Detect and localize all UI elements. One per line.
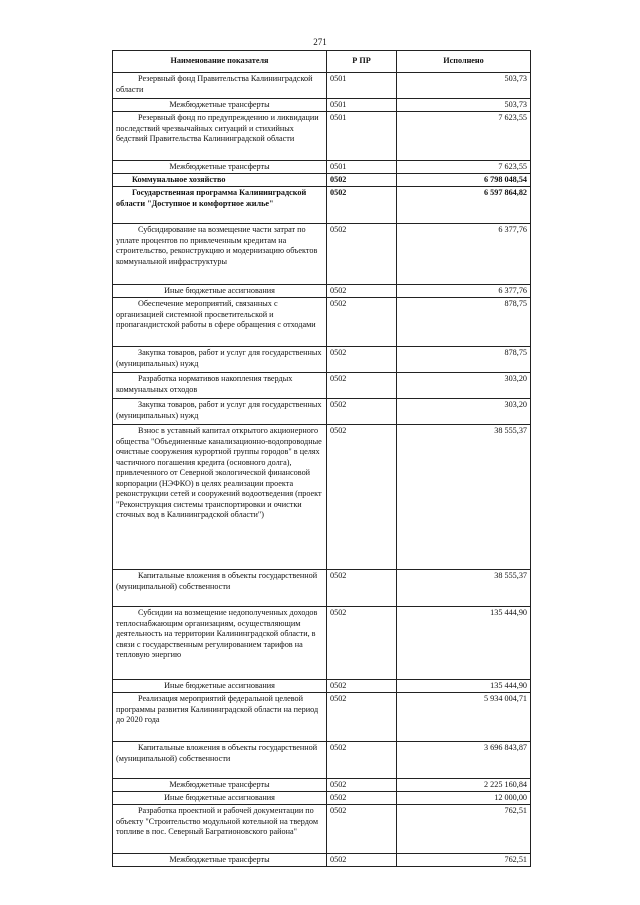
- row-code-cell: 0501: [327, 73, 397, 99]
- table-row: [113, 792, 531, 805]
- row-sum-cell: 6 377,76: [397, 224, 531, 285]
- row-code-cell: 0501: [327, 99, 397, 112]
- table-row: [113, 742, 531, 779]
- row-name-cell: Межбюджетные трансферты: [113, 854, 327, 867]
- row-code-cell: 0501: [327, 112, 397, 161]
- row-sum-cell: 6 798 048,54: [397, 174, 531, 187]
- row-code-cell: 0502: [327, 607, 397, 680]
- row-code-cell: 0501: [327, 161, 397, 174]
- row-name-cell: Иные бюджетные ассигнования: [113, 792, 327, 805]
- row-sum-cell: 503,73: [397, 99, 531, 112]
- row-name-cell: Капитальные вложения в объекты государственной (муниципальной) собственности: [113, 570, 327, 607]
- row-name-cell: Резервный фонд Правительства Калининградской области: [113, 73, 327, 99]
- table-body: [113, 73, 531, 867]
- table-row: [113, 570, 531, 607]
- table-row: [113, 399, 531, 425]
- row-name-cell: Разработка проектной и рабочей документации по объекту "Строительство модульной котельной на твердом топливе в пос. Северный Багратионовского района": [113, 805, 327, 854]
- row-name-cell: Межбюджетные трансферты: [113, 779, 327, 792]
- row-code-cell: 0502: [327, 570, 397, 607]
- row-code-cell: 0502: [327, 742, 397, 779]
- row-name-cell: Закупка товаров, работ и услуг для государственных (муниципальных) нужд: [113, 399, 327, 425]
- row-sum-cell: 6 597 864,82: [397, 187, 531, 224]
- row-name-cell: Субсидирование на возмещение части затрат по уплате процентов по привлеченным кредитам на строительство, реконструкцию и модернизацию объектов коммунальной инфраструктуры: [113, 224, 327, 285]
- row-sum-cell: 135 444,90: [397, 680, 531, 693]
- table-row: [113, 73, 531, 99]
- table-row: [113, 99, 531, 112]
- row-name-cell: Межбюджетные трансферты: [113, 161, 327, 174]
- table-row: [113, 425, 531, 570]
- table-row: [113, 161, 531, 174]
- row-name-cell: Разработка нормативов накопления твердых коммунальных отходов: [113, 373, 327, 399]
- row-sum-cell: 5 934 004,71: [397, 693, 531, 742]
- row-sum-cell: 135 444,90: [397, 607, 531, 680]
- row-sum-cell: 7 623,55: [397, 112, 531, 161]
- table-row: [113, 112, 531, 161]
- row-name-cell: Резервный фонд по предупреждению и ликвидации последствий чрезвычайных ситуаций и стихийных бедствий Правительства Калининградской области: [113, 112, 327, 161]
- table-row: [113, 373, 531, 399]
- budget-execution-table: [112, 50, 531, 867]
- table-row: [113, 607, 531, 680]
- row-sum-cell: 303,20: [397, 399, 531, 425]
- table-row: [113, 187, 531, 224]
- row-code-cell: 0502: [327, 373, 397, 399]
- row-code-cell: 0502: [327, 680, 397, 693]
- row-name-cell: Государственная программа Калининградской области "Доступное и комфортное жилье": [113, 187, 327, 224]
- table-row: [113, 805, 531, 854]
- row-code-cell: 0502: [327, 805, 397, 854]
- column-header-code: Р ПР: [327, 51, 397, 73]
- row-sum-cell: 303,20: [397, 373, 531, 399]
- page-number: 271: [313, 37, 327, 47]
- row-sum-cell: 38 555,37: [397, 425, 531, 570]
- row-code-cell: 0502: [327, 399, 397, 425]
- row-sum-cell: 503,73: [397, 73, 531, 99]
- row-name-cell: Субсидии на возмещение недополученных доходов теплоснабжающим организациям, осуществляющим деятельность на территории Калининградской области, в связи с государственным регулированием тарифов на тепловую энергию: [113, 607, 327, 680]
- row-sum-cell: 762,51: [397, 854, 531, 867]
- table-row: [113, 347, 531, 373]
- table-row: [113, 224, 531, 285]
- table-row: [113, 854, 531, 867]
- column-header-executed: Исполнено: [397, 51, 531, 73]
- row-code-cell: 0502: [327, 187, 397, 224]
- row-code-cell: 0502: [327, 298, 397, 347]
- row-name-cell: Капитальные вложения в объекты государственной (муниципальной) собственности: [113, 742, 327, 779]
- row-name-cell: Обеспечение мероприятий, связанных с организацией системной просветительской и пропагандистской работы в сфере обращения с отходами: [113, 298, 327, 347]
- row-code-cell: 0502: [327, 285, 397, 298]
- table-header-row: [113, 51, 531, 73]
- row-sum-cell: 38 555,37: [397, 570, 531, 607]
- row-sum-cell: 3 696 843,87: [397, 742, 531, 779]
- row-code-cell: 0502: [327, 425, 397, 570]
- row-sum-cell: 762,51: [397, 805, 531, 854]
- table-row: [113, 174, 531, 187]
- table-row: [113, 298, 531, 347]
- row-name-cell: Иные бюджетные ассигнования: [113, 285, 327, 298]
- table-row: [113, 693, 531, 742]
- row-name-cell: Межбюджетные трансферты: [113, 99, 327, 112]
- row-name-cell: Иные бюджетные ассигнования: [113, 680, 327, 693]
- row-sum-cell: 878,75: [397, 298, 531, 347]
- row-name-cell: Коммунальное хозяйство: [113, 174, 327, 187]
- column-header-name: Наименование показателя: [113, 51, 327, 73]
- row-code-cell: 0502: [327, 224, 397, 285]
- row-code-cell: 0502: [327, 347, 397, 373]
- row-sum-cell: 7 623,55: [397, 161, 531, 174]
- row-code-cell: 0502: [327, 174, 397, 187]
- row-code-cell: 0502: [327, 779, 397, 792]
- table-row: [113, 680, 531, 693]
- row-name-cell: Закупка товаров, работ и услуг для государственных (муниципальных) нужд: [113, 347, 327, 373]
- table-row: [113, 779, 531, 792]
- row-code-cell: 0502: [327, 792, 397, 805]
- row-name-cell: Реализация мероприятий федеральной целевой программы развития Калининградской области на период до 2020 года: [113, 693, 327, 742]
- row-name-cell: Взнос в уставный капитал открытого акционерного общества "Объединенные канализационно-водопроводные очистные сооружения курортной группы городов" в целях частичного погашения кредита (основного долга), привлеченного от Северной экологической финансовой корпорации (НЭФКО) в целях реализации проекта реконструкции сетей и сооружений водоотведения (проект "Реконструкция системы транспортировки и очистки сточных вод в Калининградской области"): [113, 425, 327, 570]
- row-sum-cell: 2 225 160,84: [397, 779, 531, 792]
- row-sum-cell: 878,75: [397, 347, 531, 373]
- row-sum-cell: 6 377,76: [397, 285, 531, 298]
- row-sum-cell: 12 000,00: [397, 792, 531, 805]
- row-code-cell: 0502: [327, 693, 397, 742]
- table-row: [113, 285, 531, 298]
- row-code-cell: 0502: [327, 854, 397, 867]
